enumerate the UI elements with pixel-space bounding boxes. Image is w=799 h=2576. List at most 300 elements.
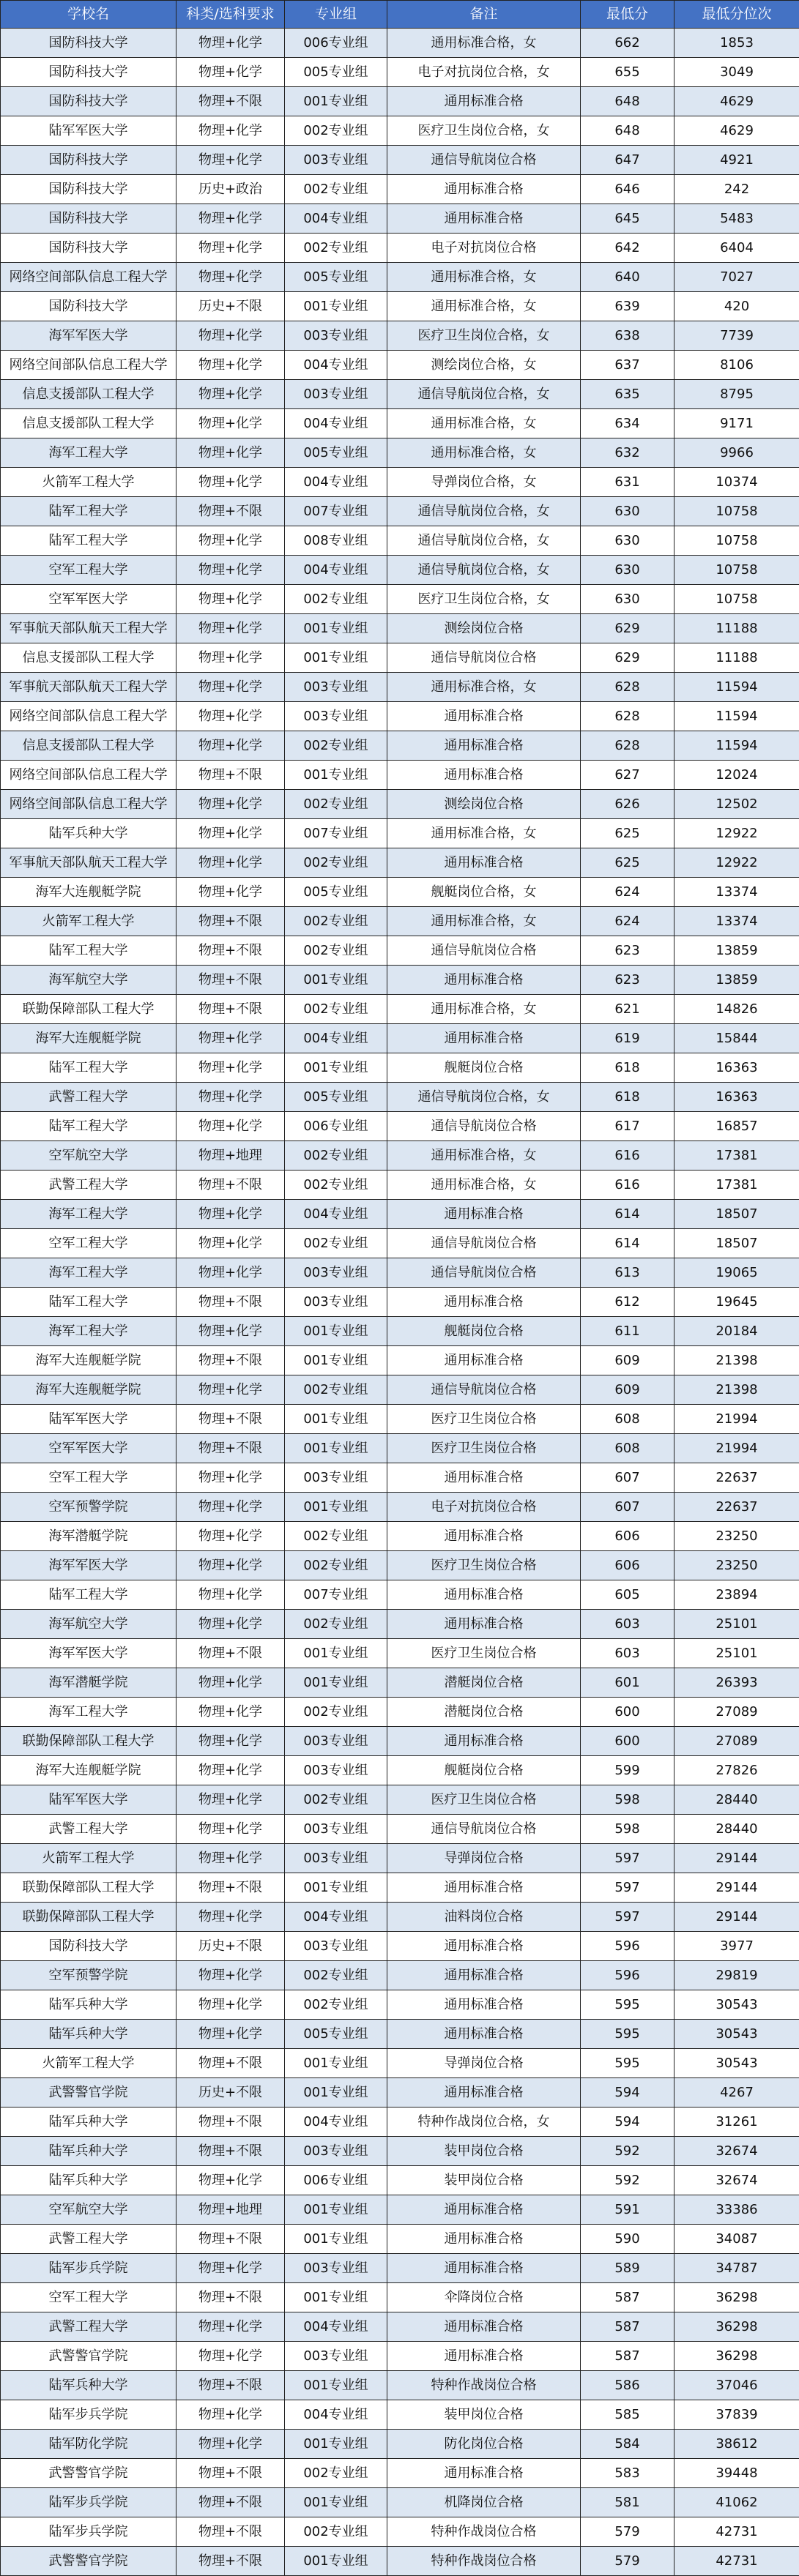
note-cell: 导弹岗位合格，女: [387, 468, 581, 497]
subject-cell: 物理+不限: [176, 1288, 285, 1317]
school-cell: 陆军兵种大学: [1, 2108, 176, 2137]
subject-cell: 物理+化学: [176, 438, 285, 468]
note-cell: 通信导航岗位合格: [387, 1112, 581, 1141]
min-rank-cell: 21994: [674, 1405, 799, 1434]
school-cell: 信息支援部队工程大学: [1, 731, 176, 761]
table-row: [1, 2254, 799, 2283]
table-row: [1, 526, 799, 556]
table-row: [1, 263, 799, 292]
table-row: [1, 848, 799, 878]
note-cell: 舰艇岗位合格: [387, 1317, 581, 1346]
min-score-cell: 613: [581, 1258, 674, 1288]
school-cell: 武警工程大学: [1, 2312, 176, 2342]
min-score-cell: 637: [581, 351, 674, 380]
table-row: [1, 585, 799, 614]
school-cell: 空军预警学院: [1, 1493, 176, 1522]
subject-cell: 物理+不限: [176, 2459, 285, 2488]
min-rank-cell: 11188: [674, 614, 799, 643]
group-cell: 001专业组: [285, 1434, 387, 1463]
min-rank-cell: 18507: [674, 1229, 799, 1258]
table-row: [1, 2137, 799, 2166]
min-score-cell: 589: [581, 2254, 674, 2283]
note-cell: 通信导航岗位合格: [387, 1815, 581, 1844]
min-rank-cell: 15844: [674, 1024, 799, 1053]
subject-cell: 物理+化学: [176, 2166, 285, 2195]
note-cell: 通用标准合格，女: [387, 1141, 581, 1171]
table-row: [1, 321, 799, 351]
subject-cell: 物理+不限: [176, 2225, 285, 2254]
group-cell: 004专业组: [285, 2108, 387, 2137]
school-cell: 海军航空大学: [1, 1610, 176, 1639]
min-score-cell: 591: [581, 2195, 674, 2225]
group-cell: 002专业组: [285, 1229, 387, 1258]
subject-cell: 物理+化学: [176, 1727, 285, 1756]
note-cell: 通用标准合格: [387, 2459, 581, 2488]
subject-cell: 物理+化学: [176, 1668, 285, 1698]
min-score-cell: 629: [581, 614, 674, 643]
min-score-cell: 598: [581, 1785, 674, 1815]
school-cell: 海军大连舰艇学院: [1, 1346, 176, 1375]
note-cell: 医疗卫生岗位合格: [387, 1434, 581, 1463]
note-cell: 特种作战岗位合格: [387, 2547, 581, 2576]
table-row: [1, 2020, 799, 2049]
school-cell: 火箭军工程大学: [1, 1844, 176, 1873]
school-cell: 海军工程大学: [1, 1698, 176, 1727]
group-cell: 001专业组: [285, 2547, 387, 2576]
subject-cell: 历史+不限: [176, 1932, 285, 1961]
school-cell: 武警工程大学: [1, 1171, 176, 1200]
group-cell: 005专业组: [285, 2020, 387, 2049]
note-cell: 通信导航岗位合格: [387, 643, 581, 673]
subject-cell: 物理+不限: [176, 1171, 285, 1200]
school-cell: 陆军兵种大学: [1, 1990, 176, 2020]
min-score-cell: 599: [581, 1756, 674, 1785]
school-cell: 海军大连舰艇学院: [1, 1375, 176, 1405]
min-score-cell: 597: [581, 1873, 674, 1903]
school-cell: 陆军军医大学: [1, 1405, 176, 1434]
school-cell: 空军预警学院: [1, 1961, 176, 1990]
table-row: [1, 878, 799, 907]
note-cell: 通用标准合格，女: [387, 907, 581, 936]
table-row: [1, 556, 799, 585]
subject-cell: 物理+化学: [176, 1229, 285, 1258]
note-cell: 通用标准合格: [387, 848, 581, 878]
group-cell: 006专业组: [285, 1112, 387, 1141]
subject-cell: 物理+化学: [176, 146, 285, 175]
table-row: [1, 1434, 799, 1463]
min-score-cell: 594: [581, 2108, 674, 2137]
note-cell: 潜艇岗位合格: [387, 1668, 581, 1698]
table-row: [1, 2371, 799, 2400]
min-rank-cell: 8795: [674, 380, 799, 409]
table-row: [1, 673, 799, 702]
school-cell: 陆军工程大学: [1, 936, 176, 966]
subject-cell: 物理+不限: [176, 2371, 285, 2400]
school-cell: 海军大连舰艇学院: [1, 878, 176, 907]
note-cell: 医疗卫生岗位合格: [387, 1785, 581, 1815]
min-rank-cell: 10374: [674, 468, 799, 497]
table-row: [1, 995, 799, 1024]
group-cell: 002专业组: [285, 995, 387, 1024]
table-row: [1, 1200, 799, 1229]
min-rank-cell: 23894: [674, 1580, 799, 1610]
subject-cell: 物理+化学: [176, 1317, 285, 1346]
group-cell: 003专业组: [285, 321, 387, 351]
table-row: [1, 351, 799, 380]
min-score-cell: 635: [581, 380, 674, 409]
table-row: [1, 146, 799, 175]
school-cell: 海军工程大学: [1, 1258, 176, 1288]
table-row: [1, 2400, 799, 2430]
note-cell: 装甲岗位合格: [387, 2137, 581, 2166]
table-row: [1, 1785, 799, 1815]
school-cell: 陆军军医大学: [1, 1785, 176, 1815]
min-rank-cell: 19645: [674, 1288, 799, 1317]
group-cell: 002专业组: [285, 2459, 387, 2488]
subject-cell: 物理+不限: [176, 2137, 285, 2166]
table-row: [1, 1229, 799, 1258]
school-cell: 陆军工程大学: [1, 1053, 176, 1083]
min-rank-cell: 37839: [674, 2400, 799, 2430]
min-rank-cell: 12502: [674, 790, 799, 819]
table-row: [1, 468, 799, 497]
group-cell: 004专业组: [285, 351, 387, 380]
group-cell: 003专业组: [285, 702, 387, 731]
min-score-cell: 646: [581, 175, 674, 204]
min-rank-cell: 242: [674, 175, 799, 204]
table-body: [1, 29, 799, 2576]
min-score-cell: 630: [581, 556, 674, 585]
school-cell: 海军军医大学: [1, 321, 176, 351]
table-row: [1, 234, 799, 263]
group-cell: 006专业组: [285, 29, 387, 58]
subject-cell: 物理+化学: [176, 29, 285, 58]
school-cell: 国防科技大学: [1, 58, 176, 87]
subject-cell: 物理+化学: [176, 1844, 285, 1873]
group-cell: 002专业组: [285, 1698, 387, 1727]
table-row: [1, 1317, 799, 1346]
group-cell: 003专业组: [285, 1463, 387, 1493]
table-row: [1, 116, 799, 146]
min-score-cell: 600: [581, 1727, 674, 1756]
min-score-cell: 629: [581, 643, 674, 673]
table-row: [1, 87, 799, 116]
min-score-cell: 618: [581, 1053, 674, 1083]
subject-cell: 物理+化学: [176, 1200, 285, 1229]
min-score-cell: 639: [581, 292, 674, 321]
note-cell: 通用标准合格，女: [387, 292, 581, 321]
note-cell: 通用标准合格: [387, 2342, 581, 2371]
subject-cell: 物理+化学: [176, 1493, 285, 1522]
school-cell: 陆军兵种大学: [1, 2020, 176, 2049]
table-row: [1, 936, 799, 966]
min-rank-cell: 28440: [674, 1815, 799, 1844]
note-cell: 通用标准合格: [387, 1200, 581, 1229]
min-rank-cell: 13374: [674, 878, 799, 907]
min-score-cell: 617: [581, 1112, 674, 1141]
min-score-cell: 597: [581, 1903, 674, 1932]
min-rank-cell: 10758: [674, 585, 799, 614]
school-cell: 陆军工程大学: [1, 526, 176, 556]
min-rank-cell: 6404: [674, 234, 799, 263]
note-cell: 机降岗位合格: [387, 2488, 581, 2517]
subject-cell: 物理+不限: [176, 87, 285, 116]
group-cell: 003专业组: [285, 2254, 387, 2283]
note-cell: 医疗卫生岗位合格，女: [387, 321, 581, 351]
min-score-cell: 625: [581, 848, 674, 878]
min-score-cell: 627: [581, 761, 674, 790]
min-rank-cell: 19065: [674, 1258, 799, 1288]
group-cell: 004专业组: [285, 468, 387, 497]
note-cell: 通用标准合格: [387, 2195, 581, 2225]
subject-cell: 物理+不限: [176, 2049, 285, 2078]
min-score-cell: 595: [581, 1990, 674, 2020]
column-header-min-score: 最低分: [581, 1, 674, 29]
subject-cell: 物理+化学: [176, 2342, 285, 2371]
group-cell: 004专业组: [285, 556, 387, 585]
note-cell: 通信导航岗位合格，女: [387, 556, 581, 585]
table-row: [1, 1961, 799, 1990]
min-score-cell: 628: [581, 731, 674, 761]
min-score-cell: 628: [581, 702, 674, 731]
school-cell: 网络空间部队信息工程大学: [1, 790, 176, 819]
min-rank-cell: 3049: [674, 58, 799, 87]
table-row: [1, 409, 799, 438]
note-cell: 通用标准合格: [387, 1610, 581, 1639]
min-rank-cell: 20184: [674, 1317, 799, 1346]
min-rank-cell: 18507: [674, 1200, 799, 1229]
note-cell: 装甲岗位合格: [387, 2400, 581, 2430]
min-score-cell: 587: [581, 2283, 674, 2312]
group-cell: 001专业组: [285, 1873, 387, 1903]
subject-cell: 物理+不限: [176, 2547, 285, 2576]
subject-cell: 物理+化学: [176, 731, 285, 761]
group-cell: 007专业组: [285, 497, 387, 526]
min-rank-cell: 7027: [674, 263, 799, 292]
note-cell: 防化岗位合格: [387, 2430, 581, 2459]
subject-cell: 物理+化学: [176, 2254, 285, 2283]
group-cell: 003专业组: [285, 1932, 387, 1961]
note-cell: 通用标准合格: [387, 2078, 581, 2108]
group-cell: 004专业组: [285, 409, 387, 438]
school-cell: 空军工程大学: [1, 2283, 176, 2312]
min-score-cell: 595: [581, 2049, 674, 2078]
min-rank-cell: 13859: [674, 936, 799, 966]
note-cell: 通用标准合格: [387, 702, 581, 731]
min-rank-cell: 23250: [674, 1522, 799, 1551]
subject-cell: 物理+不限: [176, 907, 285, 936]
group-cell: 001专业组: [285, 2488, 387, 2517]
school-cell: 信息支援部队工程大学: [1, 643, 176, 673]
table-row: [1, 2459, 799, 2488]
min-rank-cell: 16363: [674, 1083, 799, 1112]
note-cell: 通用标准合格: [387, 2020, 581, 2049]
note-cell: 通用标准合格: [387, 1463, 581, 1493]
school-cell: 国防科技大学: [1, 146, 176, 175]
school-cell: 网络空间部队信息工程大学: [1, 761, 176, 790]
school-cell: 陆军兵种大学: [1, 2371, 176, 2400]
subject-cell: 物理+不限: [176, 1405, 285, 1434]
min-rank-cell: 37046: [674, 2371, 799, 2400]
subject-cell: 物理+化学: [176, 468, 285, 497]
school-cell: 联勤保障部队工程大学: [1, 1727, 176, 1756]
min-score-cell: 590: [581, 2225, 674, 2254]
group-cell: 001专业组: [285, 643, 387, 673]
min-rank-cell: 27826: [674, 1756, 799, 1785]
group-cell: 001专业组: [285, 2283, 387, 2312]
subject-cell: 物理+化学: [176, 1258, 285, 1288]
note-cell: 通用标准合格: [387, 1990, 581, 2020]
note-cell: 医疗卫生岗位合格: [387, 1405, 581, 1434]
subject-cell: 物理+不限: [176, 2517, 285, 2547]
group-cell: 002专业组: [285, 1785, 387, 1815]
table-row: [1, 1522, 799, 1551]
min-score-cell: 608: [581, 1434, 674, 1463]
group-cell: 003专业组: [285, 1727, 387, 1756]
school-cell: 陆军军医大学: [1, 116, 176, 146]
min-score-cell: 601: [581, 1668, 674, 1698]
min-rank-cell: 13859: [674, 966, 799, 995]
min-score-cell: 583: [581, 2459, 674, 2488]
table-row: [1, 1873, 799, 1903]
column-header-note: 备注: [387, 1, 581, 29]
subject-cell: 物理+不限: [176, 1434, 285, 1463]
subject-cell: 物理+化学: [176, 58, 285, 87]
group-cell: 002专业组: [285, 936, 387, 966]
min-rank-cell: 10758: [674, 526, 799, 556]
min-score-cell: 630: [581, 585, 674, 614]
min-score-cell: 619: [581, 1024, 674, 1053]
table-row: [1, 1405, 799, 1434]
group-cell: 003专业组: [285, 2137, 387, 2166]
group-cell: 003专业组: [285, 1815, 387, 1844]
min-rank-cell: 41062: [674, 2488, 799, 2517]
note-cell: 测绘岗位合格: [387, 614, 581, 643]
note-cell: 通信导航岗位合格: [387, 1229, 581, 1258]
note-cell: 通用标准合格，女: [387, 438, 581, 468]
group-cell: 002专业组: [285, 585, 387, 614]
min-rank-cell: 22637: [674, 1463, 799, 1493]
min-score-cell: 598: [581, 1815, 674, 1844]
min-rank-cell: 10758: [674, 556, 799, 585]
note-cell: 通用标准合格: [387, 1522, 581, 1551]
subject-cell: 物理+化学: [176, 614, 285, 643]
note-cell: 特种作战岗位合格: [387, 2371, 581, 2400]
group-cell: 002专业组: [285, 848, 387, 878]
table-header: [1, 1, 799, 29]
table-row: [1, 907, 799, 936]
school-cell: 陆军防化学院: [1, 2430, 176, 2459]
min-score-cell: 596: [581, 1961, 674, 1990]
group-cell: 001专业组: [285, 1668, 387, 1698]
group-cell: 002专业组: [285, 1171, 387, 1200]
min-rank-cell: 9966: [674, 438, 799, 468]
school-cell: 海军工程大学: [1, 1200, 176, 1229]
note-cell: 通用标准合格，女: [387, 263, 581, 292]
table-row: [1, 2195, 799, 2225]
school-cell: 陆军工程大学: [1, 1288, 176, 1317]
school-cell: 信息支援部队工程大学: [1, 380, 176, 409]
school-cell: 海军工程大学: [1, 438, 176, 468]
subject-cell: 物理+化学: [176, 585, 285, 614]
school-cell: 海军工程大学: [1, 1317, 176, 1346]
group-cell: 001专业组: [285, 2195, 387, 2225]
table-row: [1, 1844, 799, 1873]
min-rank-cell: 27089: [674, 1698, 799, 1727]
min-rank-cell: 32674: [674, 2137, 799, 2166]
group-cell: 001专业组: [285, 87, 387, 116]
subject-cell: 物理+不限: [176, 936, 285, 966]
table-row: [1, 1815, 799, 1844]
min-rank-cell: 10758: [674, 497, 799, 526]
table-row: [1, 2517, 799, 2547]
note-cell: 通信导航岗位合格: [387, 936, 581, 966]
note-cell: 通用标准合格: [387, 1961, 581, 1990]
min-rank-cell: 3977: [674, 1932, 799, 1961]
min-score-cell: 579: [581, 2517, 674, 2547]
school-cell: 空军军医大学: [1, 585, 176, 614]
school-cell: 国防科技大学: [1, 1932, 176, 1961]
group-cell: 004专业组: [285, 204, 387, 234]
school-cell: 火箭军工程大学: [1, 468, 176, 497]
group-cell: 002专业组: [285, 731, 387, 761]
min-score-cell: 586: [581, 2371, 674, 2400]
subject-cell: 物理+不限: [176, 995, 285, 1024]
school-cell: 陆军步兵学院: [1, 2254, 176, 2283]
group-cell: 003专业组: [285, 673, 387, 702]
min-rank-cell: 11188: [674, 643, 799, 673]
group-cell: 002专业组: [285, 907, 387, 936]
table-row: [1, 2430, 799, 2459]
school-cell: 国防科技大学: [1, 234, 176, 263]
school-cell: 武警工程大学: [1, 2225, 176, 2254]
group-cell: 005专业组: [285, 1083, 387, 1112]
min-rank-cell: 25101: [674, 1639, 799, 1668]
min-rank-cell: 420: [674, 292, 799, 321]
group-cell: 003专业组: [285, 1258, 387, 1288]
note-cell: 通用标准合格，女: [387, 29, 581, 58]
table-row: [1, 1668, 799, 1698]
table-row: [1, 2342, 799, 2371]
note-cell: 医疗卫生岗位合格: [387, 1551, 581, 1580]
group-cell: 002专业组: [285, 234, 387, 263]
group-cell: 001专业组: [285, 2049, 387, 2078]
min-rank-cell: 12922: [674, 819, 799, 848]
min-score-cell: 603: [581, 1610, 674, 1639]
table-row: [1, 1375, 799, 1405]
note-cell: 通用标准合格，女: [387, 995, 581, 1024]
note-cell: 医疗卫生岗位合格，女: [387, 116, 581, 146]
table-row: [1, 761, 799, 790]
note-cell: 舰艇岗位合格: [387, 1756, 581, 1785]
table-row: [1, 1171, 799, 1200]
group-cell: 002专业组: [285, 1522, 387, 1551]
school-cell: 空军工程大学: [1, 556, 176, 585]
group-cell: 004专业组: [285, 1200, 387, 1229]
min-rank-cell: 33386: [674, 2195, 799, 2225]
min-rank-cell: 4629: [674, 116, 799, 146]
subject-cell: 物理+化学: [176, 556, 285, 585]
group-cell: 007专业组: [285, 1580, 387, 1610]
table-row: [1, 2547, 799, 2576]
min-score-cell: 587: [581, 2312, 674, 2342]
school-cell: 空军工程大学: [1, 1463, 176, 1493]
min-score-cell: 605: [581, 1580, 674, 1610]
min-rank-cell: 16363: [674, 1053, 799, 1083]
min-rank-cell: 27089: [674, 1727, 799, 1756]
school-cell: 陆军步兵学院: [1, 2517, 176, 2547]
min-score-cell: 655: [581, 58, 674, 87]
